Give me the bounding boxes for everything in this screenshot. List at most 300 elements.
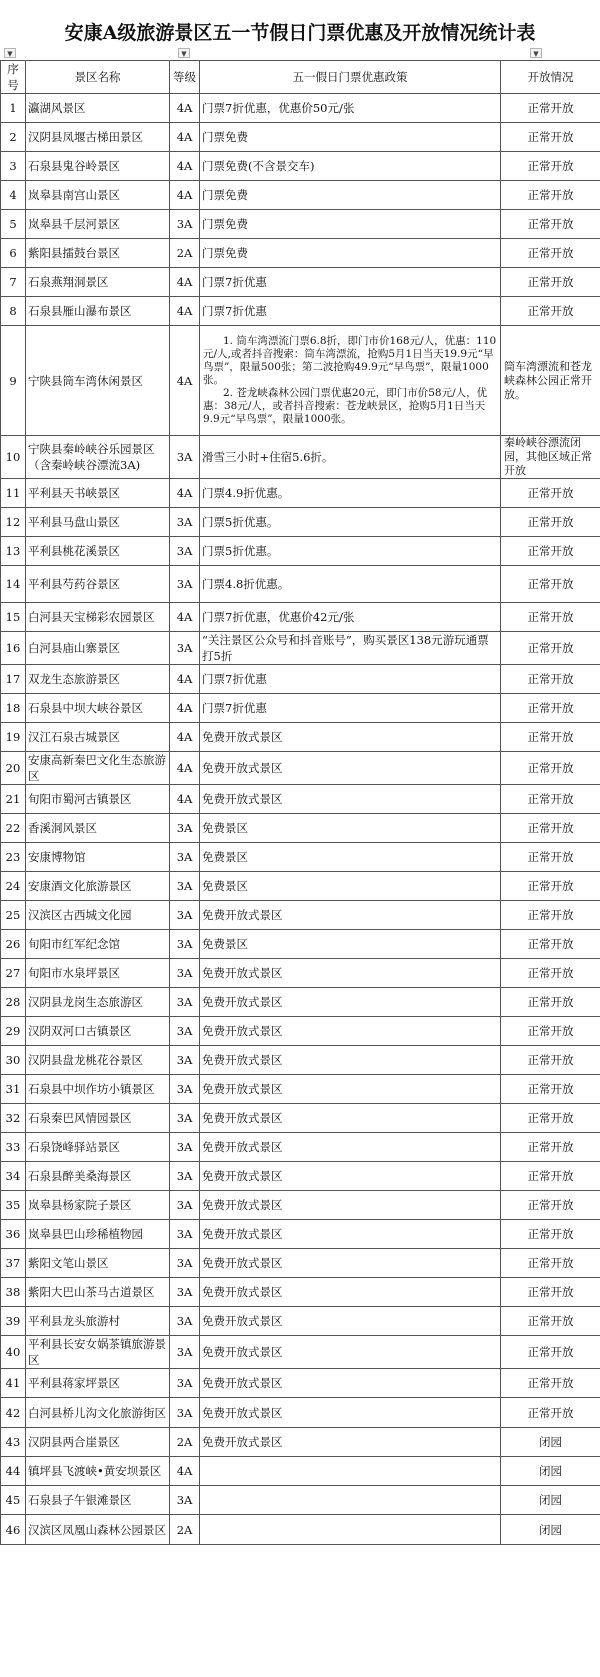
ticket-policy bbox=[200, 297, 501, 326]
ticket-policy bbox=[200, 508, 501, 537]
policy-text: 免费景区 bbox=[202, 821, 248, 835]
scenic-area-name: 汉江石泉古城景区 bbox=[26, 723, 170, 752]
row-number: 30 bbox=[1, 1046, 26, 1075]
open-status: 正常开放 bbox=[501, 152, 600, 181]
scenic-area-name: 平利县蒋家坪景区 bbox=[26, 1369, 170, 1398]
ticket-policy bbox=[200, 181, 501, 210]
open-status: 正常开放 bbox=[501, 1249, 600, 1278]
ticket-policy bbox=[200, 1075, 501, 1104]
open-status: 闭园 bbox=[501, 1428, 600, 1457]
row-number: 41 bbox=[1, 1369, 26, 1398]
row-number: 29 bbox=[1, 1017, 26, 1046]
open-status: 正常开放 bbox=[501, 210, 600, 239]
ticket-policy bbox=[200, 901, 501, 930]
scenic-area-name: 汉阴双河口古镇景区 bbox=[26, 1017, 170, 1046]
grade-level: 2A bbox=[170, 1428, 200, 1457]
column-header: 等级 bbox=[170, 61, 200, 94]
open-status: 正常开放 bbox=[501, 239, 600, 268]
statistics-table bbox=[0, 60, 600, 1545]
grade-level: 4A bbox=[170, 694, 200, 723]
grade-level: 4A bbox=[170, 123, 200, 152]
grade-level: 3A bbox=[170, 901, 200, 930]
grade-level: 4A bbox=[170, 94, 200, 123]
open-status: 闭园 bbox=[501, 1515, 600, 1545]
policy-text: 免费开放式景区 bbox=[202, 1406, 283, 1420]
row-number: 6 bbox=[1, 239, 26, 268]
open-status: 正常开放 bbox=[501, 1046, 600, 1075]
row-number: 13 bbox=[1, 537, 26, 566]
policy-text: 免费开放式景区 bbox=[202, 1111, 283, 1125]
policy-text: 免费开放式景区 bbox=[202, 730, 283, 744]
row-number: 20 bbox=[1, 752, 26, 785]
row-number: 26 bbox=[1, 930, 26, 959]
scenic-area-name: 汉阴县龙岗生态旅游区 bbox=[26, 988, 170, 1017]
table-row bbox=[1, 537, 600, 566]
scenic-area-name: 双龙生态旅游景区 bbox=[26, 665, 170, 694]
table-row bbox=[1, 785, 600, 814]
open-status: 正常开放 bbox=[501, 1220, 600, 1249]
row-number: 10 bbox=[1, 436, 26, 479]
scenic-area-name: 石泉饶峰驿站景区 bbox=[26, 1133, 170, 1162]
ticket-policy bbox=[200, 1104, 501, 1133]
scenic-area-name: 石泉县中坝作坊小镇景区 bbox=[26, 1075, 170, 1104]
table-row bbox=[1, 1075, 600, 1104]
table-row bbox=[1, 843, 600, 872]
table-row bbox=[1, 930, 600, 959]
scenic-area-name: 石泉县醉美桑海景区 bbox=[26, 1162, 170, 1191]
open-status: 正常开放 bbox=[501, 723, 600, 752]
scenic-area-name: 白河县天宝梯彩农园景区 bbox=[26, 603, 170, 632]
policy-text: 门票7折优惠，优惠价42元/张 bbox=[202, 610, 354, 624]
policy-text: 门票5折优惠。 bbox=[202, 515, 278, 529]
row-number: 17 bbox=[1, 665, 26, 694]
ticket-policy bbox=[200, 665, 501, 694]
grade-level: 3A bbox=[170, 1220, 200, 1249]
grade-level: 3A bbox=[170, 436, 200, 479]
grade-level: 4A bbox=[170, 1457, 200, 1486]
ticket-policy bbox=[200, 1278, 501, 1307]
open-status: 正常开放 bbox=[501, 123, 600, 152]
open-status: 正常开放 bbox=[501, 1133, 600, 1162]
row-number: 37 bbox=[1, 1249, 26, 1278]
ticket-policy bbox=[200, 1307, 501, 1336]
open-status: 闭园 bbox=[501, 1486, 600, 1515]
row-number: 24 bbox=[1, 872, 26, 901]
scenic-area-name: 平利县马盘山景区 bbox=[26, 508, 170, 537]
policy-text: 免费开放式景区 bbox=[202, 1024, 283, 1038]
open-status: 正常开放 bbox=[501, 537, 600, 566]
open-status: 正常开放 bbox=[501, 872, 600, 901]
grade-level: 4A bbox=[170, 785, 200, 814]
policy-text: 门票7折优惠 bbox=[202, 304, 267, 318]
ticket-policy bbox=[200, 959, 501, 988]
table-row bbox=[1, 181, 600, 210]
grade-level: 4A bbox=[170, 152, 200, 181]
table-row bbox=[1, 1220, 600, 1249]
scenic-area-name: 石泉秦巴风情园景区 bbox=[26, 1104, 170, 1133]
grade-level: 3A bbox=[170, 988, 200, 1017]
table-row bbox=[1, 1486, 600, 1515]
policy-text: 免费开放式景区 bbox=[202, 1082, 283, 1096]
open-status: 秦岭峡谷漂流闭园，其他区域正常开放 bbox=[501, 436, 600, 479]
table-row bbox=[1, 1191, 600, 1220]
table-row bbox=[1, 1017, 600, 1046]
ticket-policy bbox=[200, 1046, 501, 1075]
scenic-area-name: 紫阳文笔山景区 bbox=[26, 1249, 170, 1278]
open-status: 正常开放 bbox=[501, 1278, 600, 1307]
grade-level: 3A bbox=[170, 930, 200, 959]
grade-level: 3A bbox=[170, 1278, 200, 1307]
scenic-area-name: 旬阳市水泉坪景区 bbox=[26, 959, 170, 988]
table-row bbox=[1, 988, 600, 1017]
policy-text: 1. 筒车湾漂流门票6.8折，即门市价168元/人，优惠：110元/人,或者抖音搜索：筒车湾漂流，抢购5月1日当天19.9元“早鸟票”，限量500张；第二波抢购49.9元“早鸟票”，限量1000张。 bbox=[203, 335, 497, 387]
open-status: 正常开放 bbox=[501, 508, 600, 537]
scenic-area-name: 平利县芍药谷景区 bbox=[26, 566, 170, 603]
policy-text: 门票免费 bbox=[202, 130, 248, 144]
open-status: 正常开放 bbox=[501, 603, 600, 632]
ticket-policy bbox=[200, 1017, 501, 1046]
policy-text: 免费开放式景区 bbox=[202, 966, 283, 980]
table-row bbox=[1, 959, 600, 988]
scenic-area-name: 平利县龙头旅游村 bbox=[26, 1307, 170, 1336]
scenic-area-name: 平利县长安女娲茶镇旅游景区 bbox=[26, 1336, 170, 1369]
policy-text: 滑雪三小时+住宿5.6折。 bbox=[202, 450, 333, 464]
table-row bbox=[1, 297, 600, 326]
policy-text: 免费开放式景区 bbox=[202, 1053, 283, 1067]
table-row bbox=[1, 1336, 600, 1369]
table-row bbox=[1, 1133, 600, 1162]
row-number: 36 bbox=[1, 1220, 26, 1249]
ticket-policy bbox=[200, 94, 501, 123]
table-row bbox=[1, 479, 600, 508]
table-row bbox=[1, 123, 600, 152]
open-status: 正常开放 bbox=[501, 479, 600, 508]
row-number: 44 bbox=[1, 1457, 26, 1486]
row-number: 43 bbox=[1, 1428, 26, 1457]
ticket-policy bbox=[200, 1486, 501, 1515]
grade-level: 3A bbox=[170, 537, 200, 566]
row-number: 11 bbox=[1, 479, 26, 508]
grade-level: 3A bbox=[170, 1017, 200, 1046]
grade-level: 3A bbox=[170, 872, 200, 901]
ticket-policy bbox=[200, 814, 501, 843]
policy-text: 免费开放式景区 bbox=[202, 1256, 283, 1270]
table-row bbox=[1, 1515, 600, 1545]
row-number: 40 bbox=[1, 1336, 26, 1369]
open-status: 正常开放 bbox=[501, 785, 600, 814]
ticket-policy bbox=[200, 1398, 501, 1428]
row-number: 45 bbox=[1, 1486, 26, 1515]
table-row bbox=[1, 723, 600, 752]
ticket-policy bbox=[200, 1162, 501, 1191]
ticket-policy bbox=[200, 239, 501, 268]
grade-level: 3A bbox=[170, 566, 200, 603]
grade-level: 3A bbox=[170, 814, 200, 843]
policy-text: 免费开放式景区 bbox=[202, 761, 283, 775]
open-status: 正常开放 bbox=[501, 1307, 600, 1336]
row-number: 38 bbox=[1, 1278, 26, 1307]
row-number: 15 bbox=[1, 603, 26, 632]
grade-level: 3A bbox=[170, 1191, 200, 1220]
scenic-area-name: 岚皋县巴山珍稀植物园 bbox=[26, 1220, 170, 1249]
ticket-policy bbox=[200, 1369, 501, 1398]
open-status: 正常开放 bbox=[501, 988, 600, 1017]
open-status: 正常开放 bbox=[501, 566, 600, 603]
table-row bbox=[1, 566, 600, 603]
table-row bbox=[1, 1457, 600, 1486]
scenic-area-name: 镇坪县飞渡峡•黄安坝景区 bbox=[26, 1457, 170, 1486]
ticket-policy bbox=[200, 785, 501, 814]
table-row bbox=[1, 1104, 600, 1133]
ticket-policy bbox=[200, 566, 501, 603]
open-status: 正常开放 bbox=[501, 181, 600, 210]
scenic-area-name: 旬阳市蜀河古镇景区 bbox=[26, 785, 170, 814]
row-number: 21 bbox=[1, 785, 26, 814]
filter-dropdown-icon[interactable]: ▼ bbox=[4, 48, 16, 58]
table-row bbox=[1, 901, 600, 930]
policy-text: 免费开放式景区 bbox=[202, 1345, 283, 1359]
open-status: 正常开放 bbox=[501, 297, 600, 326]
grade-level: 3A bbox=[170, 210, 200, 239]
row-number: 1 bbox=[1, 94, 26, 123]
grade-level: 2A bbox=[170, 1515, 200, 1545]
policy-text: 免费开放式景区 bbox=[202, 1314, 283, 1328]
row-number: 42 bbox=[1, 1398, 26, 1428]
grade-level: 3A bbox=[170, 843, 200, 872]
policy-text: 2. 苍龙峡森林公园门票优惠20元，即门市价58元/人，优惠：38元/人，或者抖音搜索：苍龙峡景区，抢购5月1日当天9.9元“早鸟票”，限量1000张。 bbox=[203, 387, 497, 426]
open-status: 正常开放 bbox=[501, 268, 600, 297]
ticket-policy bbox=[200, 1191, 501, 1220]
row-number: 46 bbox=[1, 1515, 26, 1545]
row-number: 33 bbox=[1, 1133, 26, 1162]
table-row bbox=[1, 1398, 600, 1428]
policy-text: 免费景区 bbox=[202, 850, 248, 864]
scenic-area-name: 岚皋县杨家院子景区 bbox=[26, 1191, 170, 1220]
ticket-policy bbox=[200, 1515, 501, 1545]
ticket-policy bbox=[200, 210, 501, 239]
policy-text: 免费开放式景区 bbox=[202, 1435, 283, 1449]
grade-level: 4A bbox=[170, 665, 200, 694]
policy-text: 免费开放式景区 bbox=[202, 1140, 283, 1154]
grade-level: 3A bbox=[170, 1075, 200, 1104]
ticket-policy bbox=[200, 123, 501, 152]
table-row bbox=[1, 694, 600, 723]
ticket-policy bbox=[200, 326, 501, 436]
grade-level: 3A bbox=[170, 1369, 200, 1398]
column-header: 序号 bbox=[1, 61, 26, 94]
scenic-area-name: 汉阴县凤堰古梯田景区 bbox=[26, 123, 170, 152]
open-status: 正常开放 bbox=[501, 1369, 600, 1398]
scenic-area-name: 白河县桥儿沟文化旅游街区 bbox=[26, 1398, 170, 1428]
ticket-policy bbox=[200, 1220, 501, 1249]
ticket-policy bbox=[200, 752, 501, 785]
scenic-area-name: 宁陕县筒车湾休闲景区 bbox=[26, 326, 170, 436]
ticket-policy bbox=[200, 603, 501, 632]
ticket-policy bbox=[200, 1133, 501, 1162]
open-status: 正常开放 bbox=[501, 814, 600, 843]
open-status: 正常开放 bbox=[501, 930, 600, 959]
row-number: 35 bbox=[1, 1191, 26, 1220]
grade-level: 3A bbox=[170, 1398, 200, 1428]
table-row bbox=[1, 152, 600, 181]
scenic-area-name: 安康酒文化旅游景区 bbox=[26, 872, 170, 901]
column-header: 开放情况 bbox=[501, 61, 600, 94]
table-row bbox=[1, 1307, 600, 1336]
filter-dropdown-icon[interactable]: ▼ bbox=[178, 48, 190, 58]
open-status: 正常开放 bbox=[501, 694, 600, 723]
ticket-policy bbox=[200, 930, 501, 959]
table-row bbox=[1, 1369, 600, 1398]
open-status: 正常开放 bbox=[501, 1162, 600, 1191]
table-row bbox=[1, 210, 600, 239]
open-status: 正常开放 bbox=[501, 1336, 600, 1369]
scenic-area-name: 白河县庙山寨景区 bbox=[26, 632, 170, 665]
column-header: 景区名称 bbox=[26, 61, 170, 94]
policy-text: 免费景区 bbox=[202, 879, 248, 893]
scenic-area-name: 宁陕县秦岭峡谷乐园景区（含秦岭峡谷漂流3A) bbox=[26, 436, 170, 479]
ticket-policy bbox=[200, 988, 501, 1017]
policy-text: 免费开放式景区 bbox=[202, 908, 283, 922]
ticket-policy bbox=[200, 872, 501, 901]
open-status: 筒车湾漂流和苍龙峡森林公园正常开放。 bbox=[501, 326, 600, 436]
grade-level: 3A bbox=[170, 1249, 200, 1278]
scenic-area-name: 平利县桃花溪景区 bbox=[26, 537, 170, 566]
table-row bbox=[1, 239, 600, 268]
row-number: 12 bbox=[1, 508, 26, 537]
policy-text: 门票5折优惠。 bbox=[202, 544, 278, 558]
row-number: 25 bbox=[1, 901, 26, 930]
scenic-area-name: 石泉县鬼谷岭景区 bbox=[26, 152, 170, 181]
table-row bbox=[1, 872, 600, 901]
row-number: 18 bbox=[1, 694, 26, 723]
open-status: 正常开放 bbox=[501, 1075, 600, 1104]
ticket-policy bbox=[200, 1428, 501, 1457]
ticket-policy bbox=[200, 436, 501, 479]
ticket-policy bbox=[200, 152, 501, 181]
grade-level: 3A bbox=[170, 1046, 200, 1075]
table-row bbox=[1, 268, 600, 297]
table-row bbox=[1, 508, 600, 537]
row-number: 2 bbox=[1, 123, 26, 152]
scenic-area-name: 石泉县子午银滩景区 bbox=[26, 1486, 170, 1515]
policy-text: 门票7折优惠 bbox=[202, 701, 267, 715]
policy-text: 免费开放式景区 bbox=[202, 792, 283, 806]
row-number: 23 bbox=[1, 843, 26, 872]
ticket-policy bbox=[200, 723, 501, 752]
policy-text: 门票免费 bbox=[202, 246, 248, 260]
table-header-row bbox=[1, 61, 600, 94]
row-number: 19 bbox=[1, 723, 26, 752]
scenic-area-name: 汉滨区凤凰山森林公园景区 bbox=[26, 1515, 170, 1545]
row-number: 9 bbox=[1, 326, 26, 436]
table-row bbox=[1, 326, 600, 436]
table-row bbox=[1, 1046, 600, 1075]
ticket-policy bbox=[200, 843, 501, 872]
table-body bbox=[1, 94, 600, 1545]
row-number: 28 bbox=[1, 988, 26, 1017]
scenic-area-name: 香溪洞风景区 bbox=[26, 814, 170, 843]
grade-level: 4A bbox=[170, 268, 200, 297]
scenic-area-name: 汉阴县盘龙桃花谷景区 bbox=[26, 1046, 170, 1075]
table-row bbox=[1, 752, 600, 785]
open-status: 正常开放 bbox=[501, 959, 600, 988]
row-number: 22 bbox=[1, 814, 26, 843]
row-number: 4 bbox=[1, 181, 26, 210]
ticket-policy bbox=[200, 632, 501, 665]
grade-level: 2A bbox=[170, 239, 200, 268]
table-row bbox=[1, 1428, 600, 1457]
table-row bbox=[1, 665, 600, 694]
grade-level: 3A bbox=[170, 1104, 200, 1133]
row-number: 16 bbox=[1, 632, 26, 665]
ticket-policy bbox=[200, 537, 501, 566]
grade-level: 3A bbox=[170, 1336, 200, 1369]
ticket-policy bbox=[200, 479, 501, 508]
scenic-area-name: 汉滨区古西城文化园 bbox=[26, 901, 170, 930]
policy-text: 免费开放式景区 bbox=[202, 1198, 283, 1212]
row-number: 5 bbox=[1, 210, 26, 239]
open-status: 正常开放 bbox=[501, 94, 600, 123]
open-status: 正常开放 bbox=[501, 1398, 600, 1428]
grade-level: 3A bbox=[170, 1133, 200, 1162]
scenic-area-name: 瀛湖风景区 bbox=[26, 94, 170, 123]
policy-text: 免费开放式景区 bbox=[202, 995, 283, 1009]
scenic-area-name: 平利县天书峡景区 bbox=[26, 479, 170, 508]
policy-text: 门票4.8折优惠。 bbox=[202, 577, 289, 591]
page-title: 安康A级旅游景区五一节假日门票优惠及开放情况统计表 bbox=[0, 18, 600, 48]
filter-row bbox=[0, 48, 600, 60]
scenic-area-name: 紫阳县擂鼓台景区 bbox=[26, 239, 170, 268]
policy-text: “关注景区公众号和抖音账号”，购买景区138元游玩通票打5折 bbox=[202, 633, 489, 663]
scenic-area-name: 安康高新秦巴文化生态旅游区 bbox=[26, 752, 170, 785]
grade-level: 4A bbox=[170, 297, 200, 326]
grade-level: 3A bbox=[170, 508, 200, 537]
table-row bbox=[1, 1278, 600, 1307]
grade-level: 3A bbox=[170, 1486, 200, 1515]
table-row bbox=[1, 603, 600, 632]
grade-level: 3A bbox=[170, 959, 200, 988]
policy-text: 门票免费(不含景交车) bbox=[202, 159, 314, 173]
open-status: 正常开放 bbox=[501, 1104, 600, 1133]
column-header: 五一假日门票优惠政策 bbox=[200, 61, 501, 94]
scenic-area-name: 石泉燕翔洞景区 bbox=[26, 268, 170, 297]
scenic-area-name: 石泉县中坝大峡谷景区 bbox=[26, 694, 170, 723]
scenic-area-name: 汉阴县两合崖景区 bbox=[26, 1428, 170, 1457]
open-status: 正常开放 bbox=[501, 665, 600, 694]
row-number: 14 bbox=[1, 566, 26, 603]
policy-text: 门票免费 bbox=[202, 217, 248, 231]
grade-level: 4A bbox=[170, 181, 200, 210]
table-row bbox=[1, 632, 600, 665]
ticket-policy bbox=[200, 1457, 501, 1486]
open-status: 正常开放 bbox=[501, 901, 600, 930]
policy-text: 门票7折优惠 bbox=[202, 672, 267, 686]
scenic-area-name: 岚皋县南宫山景区 bbox=[26, 181, 170, 210]
policy-text: 免费景区 bbox=[202, 937, 248, 951]
row-number: 7 bbox=[1, 268, 26, 297]
grade-level: 3A bbox=[170, 632, 200, 665]
row-number: 34 bbox=[1, 1162, 26, 1191]
grade-level: 3A bbox=[170, 1162, 200, 1191]
ticket-policy bbox=[200, 268, 501, 297]
table-row bbox=[1, 436, 600, 479]
filter-dropdown-icon[interactable]: ▼ bbox=[530, 48, 542, 58]
scenic-area-name: 旬阳市红军纪念馆 bbox=[26, 930, 170, 959]
scenic-area-name: 岚皋县千层河景区 bbox=[26, 210, 170, 239]
policy-text: 免费开放式景区 bbox=[202, 1227, 283, 1241]
policy-text: 门票4.9折优惠。 bbox=[202, 486, 289, 500]
table-row bbox=[1, 94, 600, 123]
